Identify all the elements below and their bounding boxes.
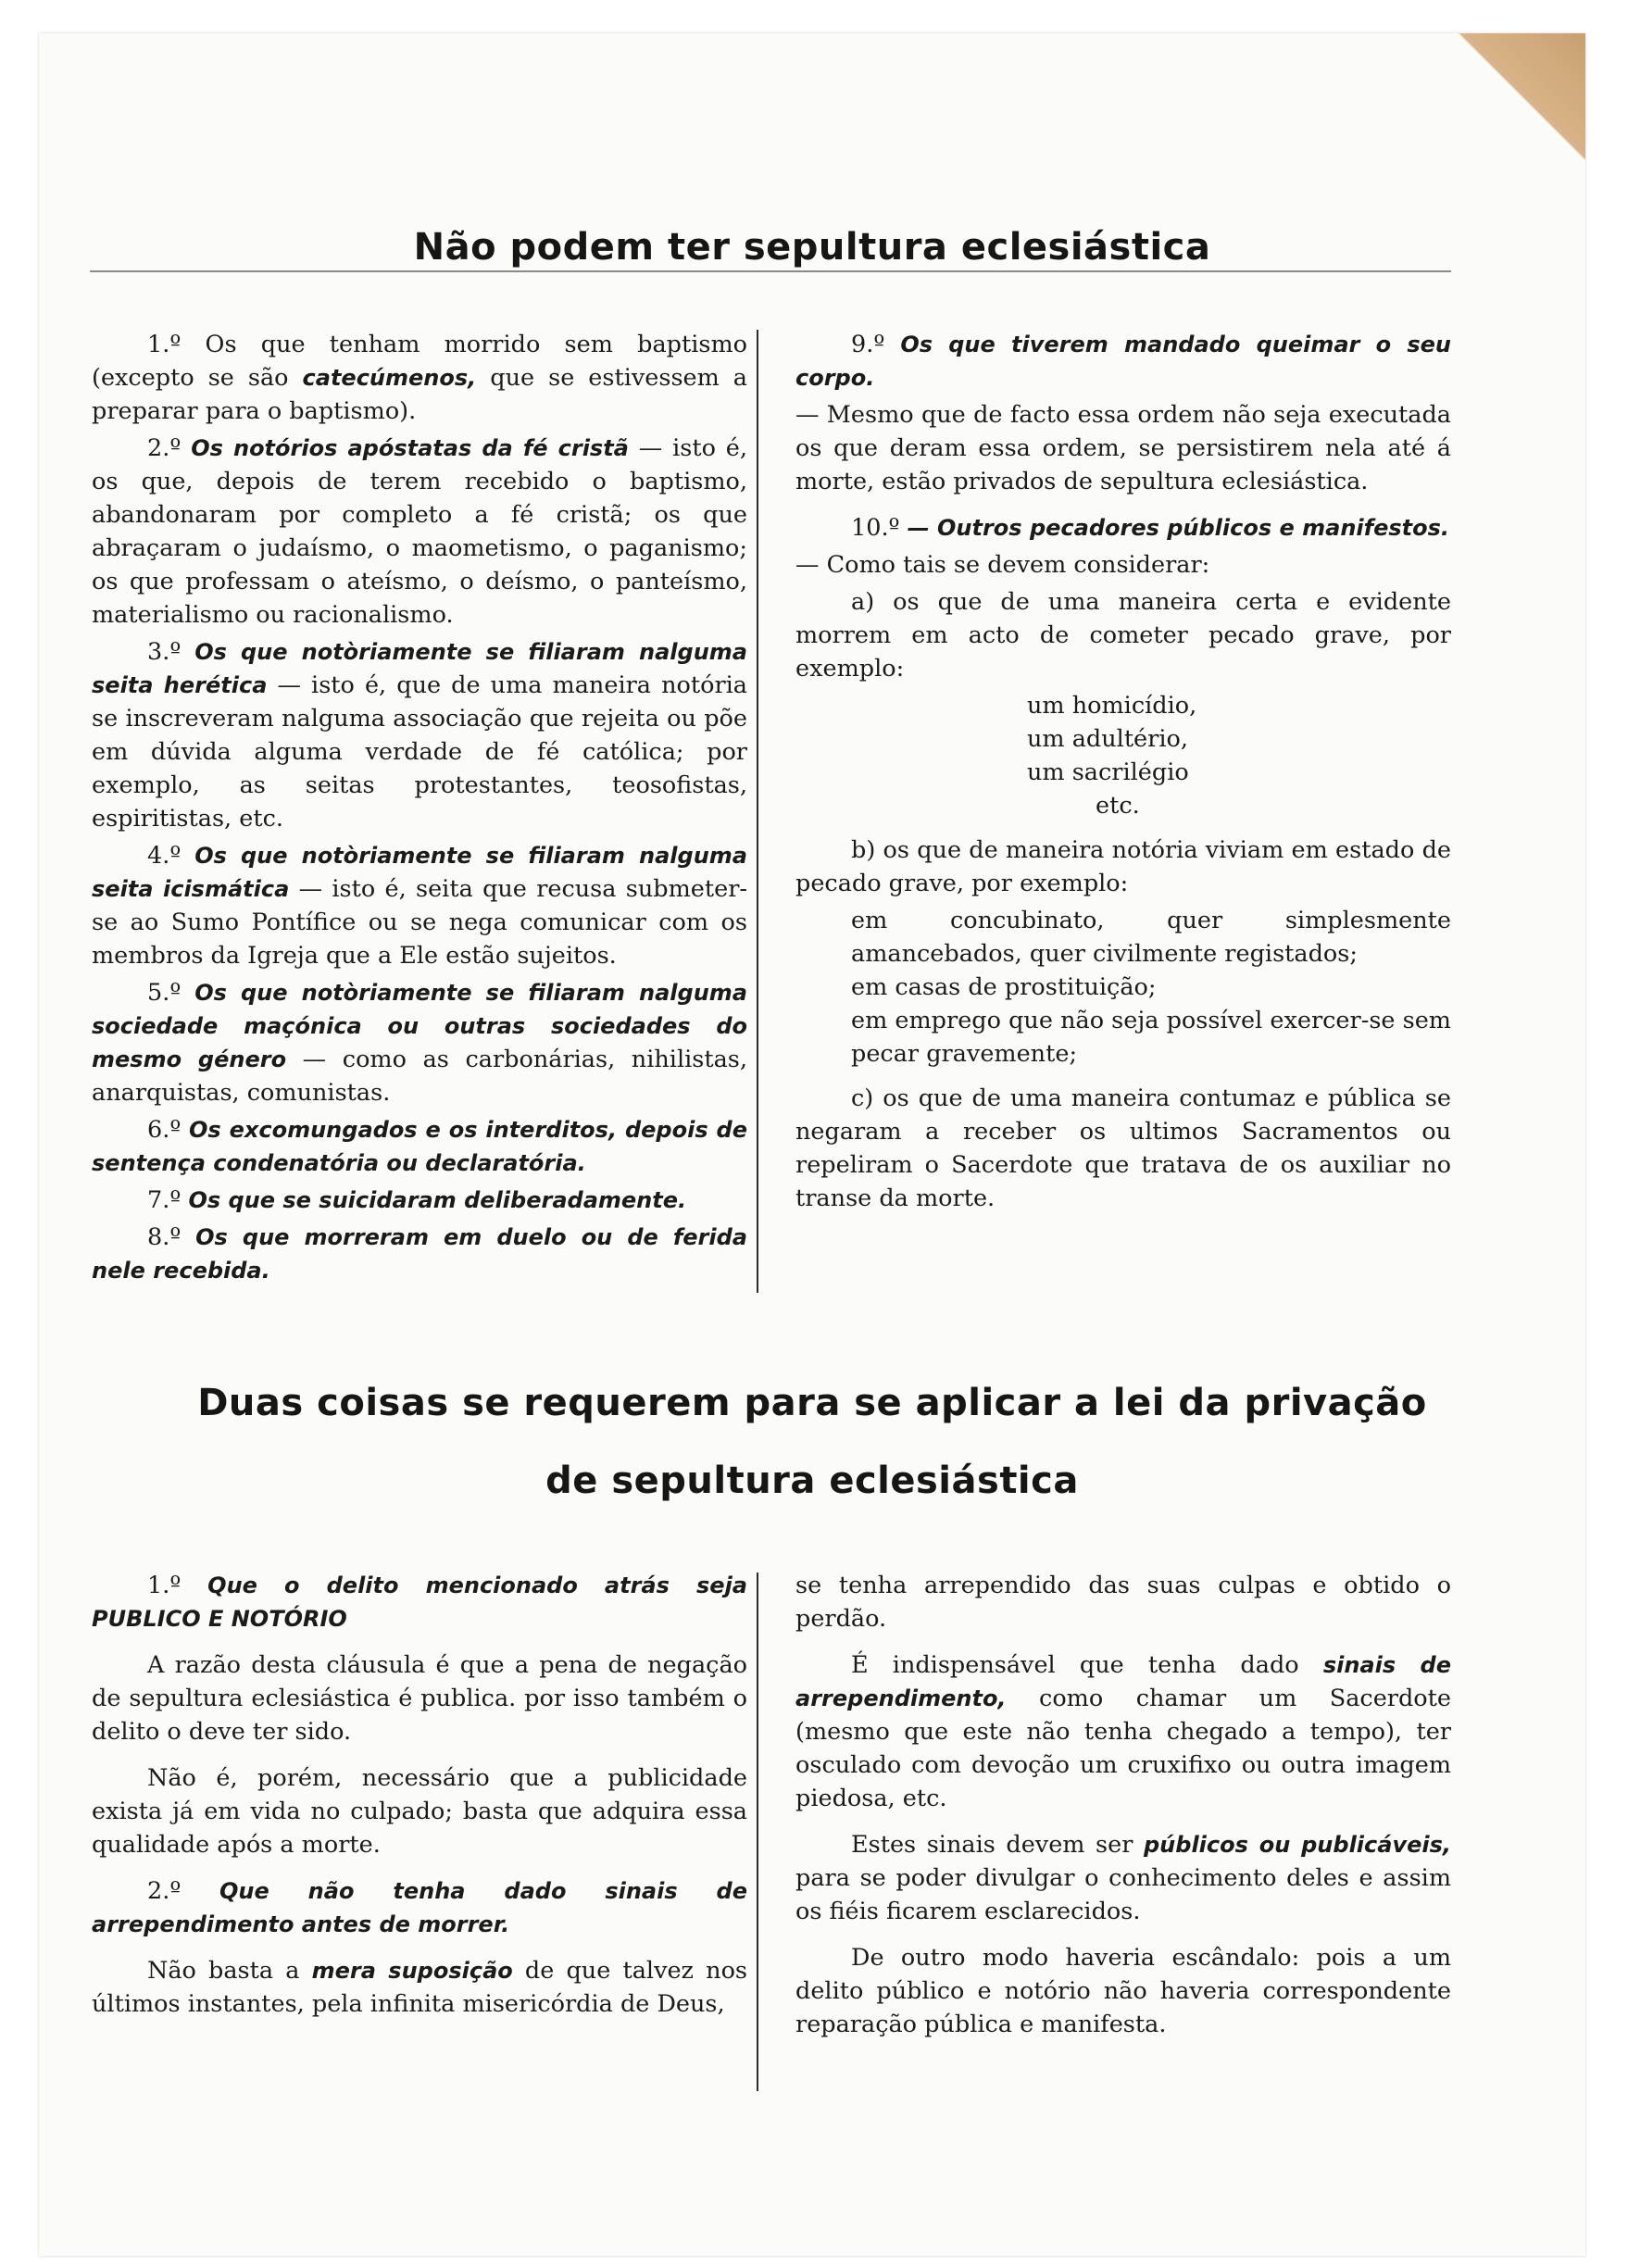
clause-b: b) os que de maneira notória viviam em estado de pecado grave, por exemplo: — [795, 836, 1451, 897]
item-10-title: 10.º — Outros pecadores públicos e manifestos. — [851, 514, 1450, 542]
column-divider — [757, 330, 758, 1293]
item-4: 4.º Os que notòriamente se filiaram nalguma seita icismática — isto é, seita que recusa submeter-se ao Sumo Pontífice ou se nega comunicar com os membros da Igreja que a Ele estão sujeitos. — [92, 842, 748, 970]
pardon-text: se tenha arrependido das suas culpas e obtido o perdão. — [795, 1572, 1451, 1633]
example-item: etc. — [1096, 792, 1140, 820]
consider-text: — Como tais se devem considerar: — [795, 551, 1210, 579]
clause-b-list — [851, 904, 1451, 1071]
item-7: 7.º Os que se suicidaram deliberadamente. — [147, 1186, 687, 1214]
example-item: um adultério, — [1027, 725, 1188, 753]
item-2: 2.º Os notórios apóstatas da fé cristã — isto é, os que, depois de terem recebido o baptismo, abandonaram por completo a fé cristã; os que abraçaram o judaísmo, o maometismo, o paganismo; os que professam o ateísmo, o deísmo, o panteísmo, materialismo ou racionalismo. — [92, 434, 747, 629]
signs-text: É indispensável que tenha dado sinais de arrependimento, como chamar um Sacerdote (mesmo que este não tenha chegado a tempo), ter osculado com devoção um cruxifixo ou outra imagem piedosa, etc. — [795, 1651, 1451, 1812]
list-item: em casas de prostituição; — [851, 973, 1157, 1001]
item-1: 1.º Os que tenham morrido sem baptismo (excepto se são catecúmenos, que se estivessem a preparar para o baptismo). — [92, 331, 747, 425]
list-item: em emprego que não seja possível exercer-se sem pecar gravemente; — [851, 1007, 1451, 1068]
scandal-text: De outro modo haveria escândalo: pois a um delito público e notório não haveria correspondente reparação pública e manifesta. — [795, 1944, 1451, 2038]
section1-right-column — [795, 328, 1451, 1219]
stained-corner — [1446, 33, 1585, 172]
document-page — [39, 33, 1585, 2256]
title-rule — [90, 270, 1451, 272]
item-8: 8.º Os que morreram em duelo ou de ferida nele recebida. — [92, 1223, 747, 1284]
column-divider-2 — [757, 1573, 758, 2091]
section2-left-column — [92, 1569, 747, 2024]
section1-left-column — [92, 328, 747, 1291]
item-9-title: 9.º Os que tiverem mandado queimar o seu corpo. — [795, 331, 1452, 391]
example-item: um sacrilégio — [1027, 758, 1189, 786]
item-9-text: — Mesmo que de facto essa ordem não seja executada os que deram essa ordem, se persistirem nela até á morte, estão privados de sepultura eclesiástica. — [795, 401, 1451, 495]
reason-text: A razão desta cláusula é que a pena de negação de sepultura eclesiástica é publica. por isso também o delito o deve ter sido. — [92, 1651, 747, 1746]
supposition-text: Não basta a mera suposição de que talvez nos últimos instantes, pela infinita misericórdia de Deus, — [92, 1957, 748, 2018]
condition-1: 1.º Que o delito mencionado atrás seja PUBLICO E NOTÓRIO — [92, 1572, 747, 1632]
section2-title-line1: Duas coisas se requerem para se aplicar a lei da privação — [197, 1382, 1427, 1424]
item-6: 6.º Os excomungados e os interditos, depois de sentença condenatória ou declaratória. — [92, 1116, 747, 1176]
examples-list — [1027, 689, 1451, 822]
section2-right-column — [795, 1569, 1451, 2045]
example-item: um homicídio, — [1027, 692, 1197, 720]
list-item: em concubinato, quer simplesmente amancebados, quer civilmente registados; — [851, 907, 1451, 968]
clause-c: c) os que de uma maneira contumaz e pública se negaram a receber os ultimos Sacramentos ou repeliram o Sacerdote que tratava de os auxiliar no transe da morte. — [795, 1084, 1451, 1212]
section1-title: Não podem ter sepultura eclesiástica — [413, 226, 1211, 269]
item-5: 5.º Os que notòriamente se filiaram nalguma sociedade maçónica ou outras sociedades do mesmo género — como as carbonárias, nihilistas, anarquistas, comunistas. — [92, 979, 747, 1107]
clause-a: a) os que de uma maneira certa e evidente morrem em acto de cometer pecado grave, por exemplo: — [795, 588, 1451, 683]
item-3: 3.º Os que notòriamente se filiaram nalguma seita herética — isto é, que de uma maneira notória se inscreveram nalguma associação que rejeita ou põe em dúvida alguma verdade de fé católica; por exemplo, as seitas protestantes, teosofistas, espiritistas, etc. — [92, 638, 747, 833]
public-signs-text: Estes sinais devem ser públicos ou publicáveis, para se poder divulgar o conhecimento deles e assim os fiéis ficarem esclarecidos. — [795, 1831, 1451, 1925]
condition-2: 2.º Que não tenha dado sinais de arrependimento antes de morrer. — [92, 1877, 748, 1937]
section2-title-line2: de sepultura eclesiástica — [545, 1460, 1079, 1502]
publicity-text: Não é, porém, necessário que a publicidade exista já em vida no culpado; basta que adquira essa qualidade após a morte. — [92, 1764, 747, 1859]
